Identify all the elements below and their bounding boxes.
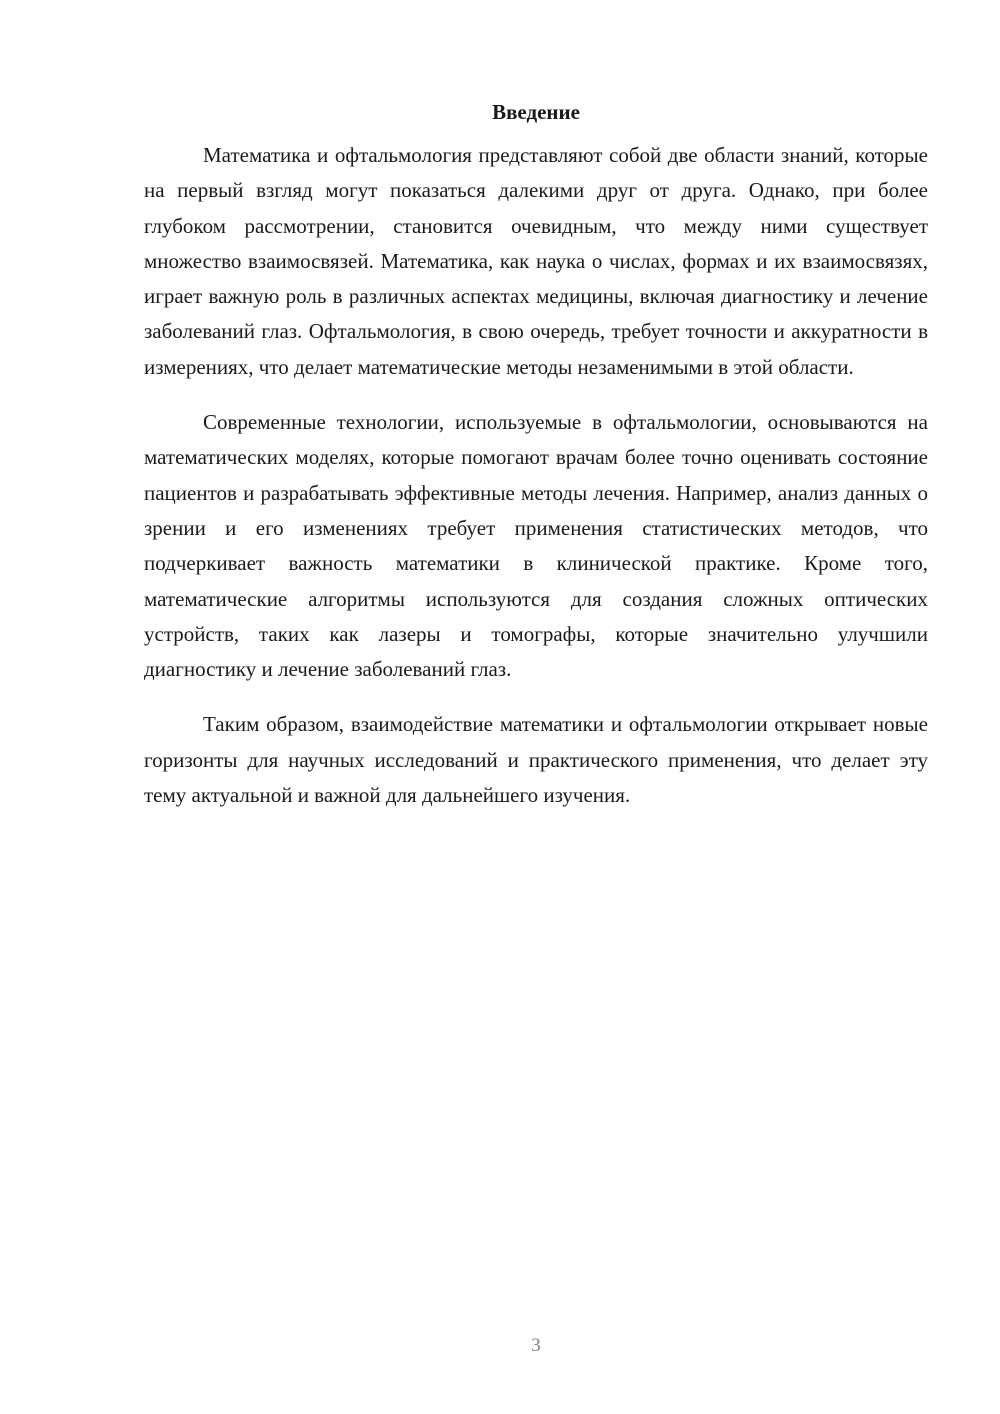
paragraph-2: Современные технологии, используемые в офтальмологии, основываются на математических моделях, которые помогают врачам более точно оценивать состояние пациентов и разрабатывать эффективные методы лечения. Например, анализ данных о зрении и его изменениях требует применения статистических методов, что подчеркивает важность математики в клинической практике. Кроме того, математические алгоритмы используются для создания сложных оптических устройств, таких как лазеры и томографы, которые значительно улучшили диагностику и лечение заболеваний глаз. (144, 410, 928, 682)
page-content (144, 96, 928, 833)
page-number: 3 (531, 1335, 541, 1356)
paragraph-1: Математика и офтальмология представляют собой две области знаний, которые на первый взгляд могут показаться далекими друг от друга. Однако, при более глубоком рассмотрении, становится очевидным, что между ними существует множество взаимосвязей. Математика, как наука о числах, формах и их взаимосвязях, играет важную роль в различных аспектах медицины, включая диагностику и лечение заболеваний глаз. Офтальмология, в свою очередь, требует точности и аккуратности в измерениях, что делает математические методы незаменимыми в этой области. (144, 143, 928, 379)
section-heading: Введение (492, 100, 580, 124)
paragraph-3: Таким образом, взаимодействие математики и офтальмологии открывает новые горизонты для научных исследований и практического применения, что делает эту тему актуальной и важной для дальнейшего изучения. (144, 712, 928, 808)
